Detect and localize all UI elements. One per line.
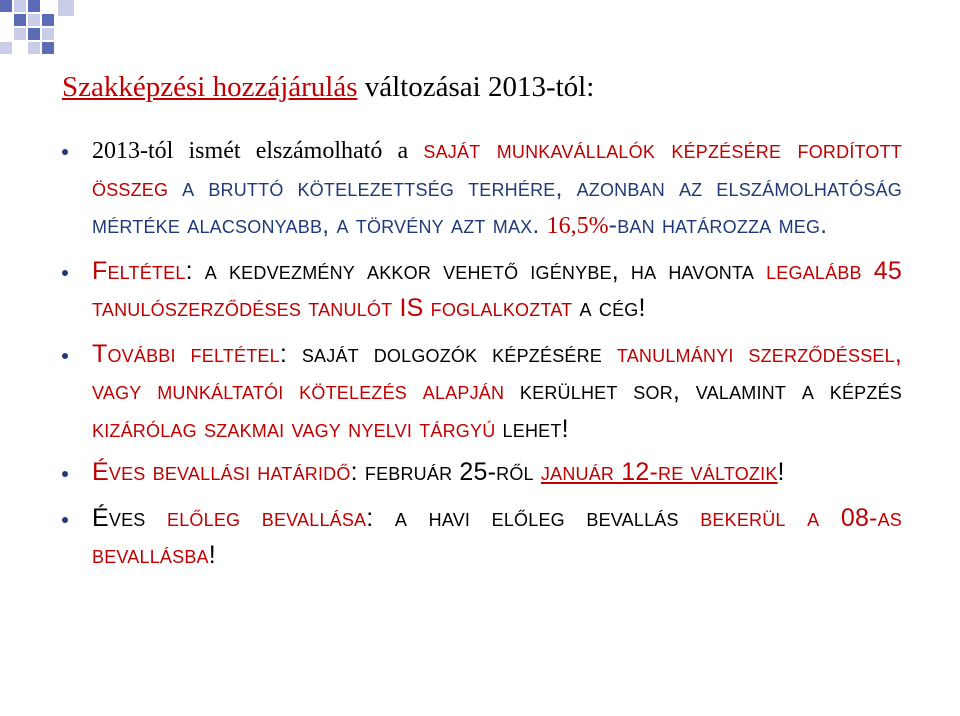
list-item: Éves bevallási határidő: február 25-ről január 12-re változik! (62, 454, 902, 492)
bullet-icon (62, 353, 68, 359)
list-item: Éves előleg bevallása: a havi előleg bevallás bekerül a 08-as bevallásba! (62, 500, 902, 575)
list-item: Feltétel: a kedvezmény akkor vehető igénybe, ha havonta legalább 45 tanulószerződéses tanulót IS foglalkoztat a cég! (62, 253, 902, 328)
bullet-icon (62, 517, 68, 523)
list-item: 2013-tól ismét elszámolható a saját munkavállalók képzésére fordított összeg a bruttó kötelezettség terhére, azonban az elszámolhatóság mértéke alacsonyabb, a törvény azt max. 16,5%-ban határozza meg. (62, 132, 902, 245)
corner-decoration (0, 0, 90, 70)
slide-title (62, 68, 922, 106)
list-item: További feltétel: saját dolgozók képzésére tanulmányi szerződéssel, vagy munkáltatói kötelezés alapján kerülhet sor, valamint a képzés kizárólag szakmai vagy nyelvi tárgyú lehet! (62, 336, 902, 449)
bullet-icon (62, 471, 68, 477)
title-rest: változásai 2013-tól: (357, 71, 595, 103)
bullet-icon (62, 149, 68, 155)
bullet-icon (62, 270, 68, 276)
bullet-list (62, 132, 902, 583)
title-highlight: Szakképzési hozzájárulás (62, 71, 358, 103)
